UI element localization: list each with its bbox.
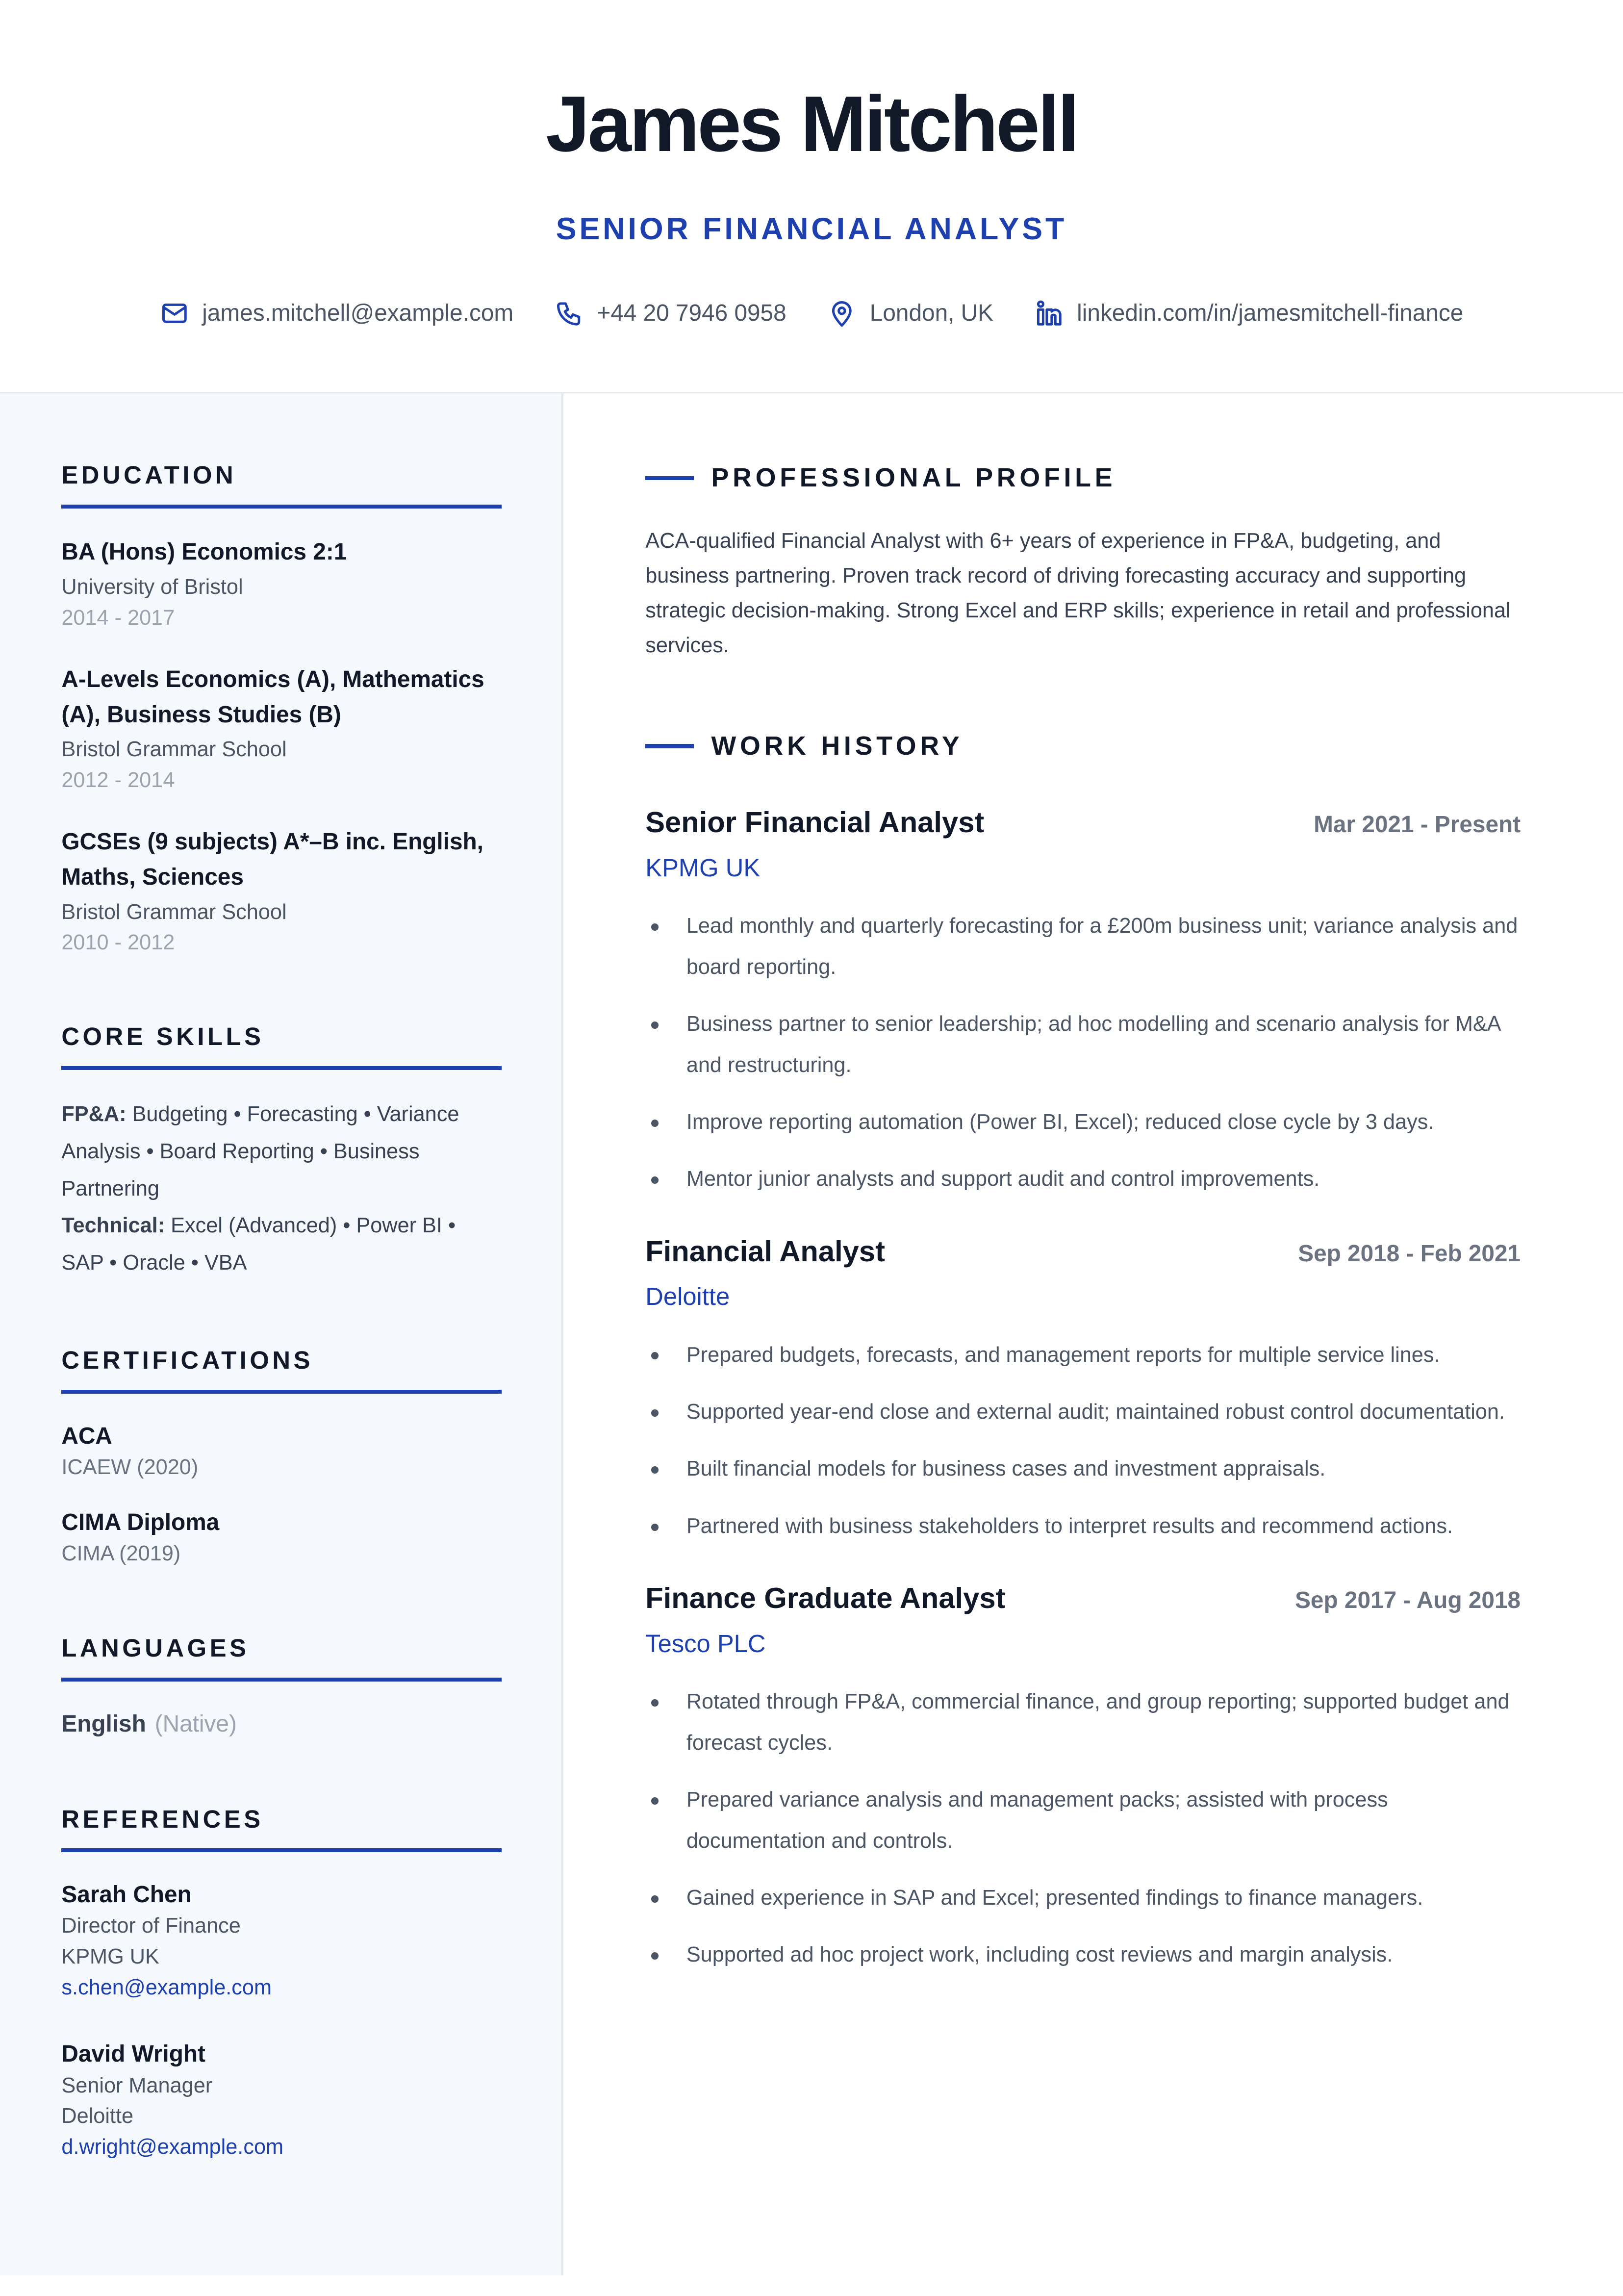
education-years: 2010 - 2012 [61, 931, 175, 955]
contact-phone-text: +44 20 7946 0958 [597, 300, 786, 326]
linkedin-icon [1035, 299, 1064, 328]
job-bullet: Business partner to senior leadership; ad hoc modelling and scenario analysis for M&A and restructuring. [645, 1004, 1521, 1086]
education-section [61, 460, 501, 958]
education-degree: A-Levels Economics (A), Mathematics (A), Business Studies (B) [61, 666, 484, 728]
contact-location-text: London, UK [869, 300, 993, 326]
languages-section [61, 1633, 501, 1740]
skills-list [61, 1096, 501, 1281]
map-pin-icon [827, 299, 857, 328]
education-degree: BA (Hons) Economics 2:1 [61, 539, 347, 565]
section-title: LANGUAGES [61, 1633, 501, 1682]
education-school: Bristol Grammar School [61, 900, 287, 924]
skill-group [61, 1207, 501, 1281]
work-history-section [645, 730, 1521, 1976]
skill-group-label: Technical: [61, 1214, 165, 1238]
certification-item [61, 1506, 501, 1569]
section-title: EDUCATION [61, 460, 501, 509]
job-header [645, 1579, 1521, 1617]
job-bullet: Gained experience in SAP and Excel; presented findings to finance managers. [645, 1878, 1521, 1919]
job-bullet: Partnered with business stakeholders to interpret results and recommend actions. [645, 1506, 1521, 1547]
job-header [645, 1232, 1521, 1271]
reference-position: Director of Finance [61, 1914, 241, 1938]
job-company: KPMG UK [645, 853, 761, 882]
contact-location [827, 299, 993, 328]
contact-linkedin[interactable] [1035, 299, 1464, 328]
job-company: Deloitte [645, 1282, 730, 1311]
references-section [61, 1805, 501, 2163]
skill-group-label: FP&A: [61, 1102, 127, 1126]
reference-item [61, 1879, 501, 2003]
job-bullet: Prepared variance analysis and management packs; assisted with process documentation and controls. [645, 1780, 1521, 1862]
job-bullets [645, 1682, 1521, 1976]
profile-summary: ACA-qualified Financial Analyst with 6+ years of experience in FP&A, budgeting, and business partnering. Proven track record of driving forecasting accuracy and supporting strategic decision-making. Strong Excel and ERP skills; experience in retail and professional services. [645, 529, 1511, 657]
job-title: Financial Analyst [645, 1234, 885, 1268]
job-entry [645, 1579, 1521, 1976]
education-school: University of Bristol [61, 575, 243, 599]
job-bullet: Built financial models for business cases and investment appraisals. [645, 1449, 1521, 1490]
job-header [645, 803, 1521, 842]
job-entry [645, 1232, 1521, 1547]
profile-section [645, 462, 1521, 663]
accent-bar [645, 744, 693, 748]
education-item [61, 662, 501, 795]
certification-item [61, 1420, 501, 1483]
phone-icon [555, 299, 584, 328]
contact-bar [0, 299, 1623, 328]
job-bullet: Prepared budgets, forecasts, and management reports for multiple service lines. [645, 1335, 1521, 1376]
section-title-text: PROFESSIONAL PROFILE [711, 463, 1116, 493]
job-bullet: Lead monthly and quarterly forecasting for a £200m business unit; variance analysis and board reporting. [645, 906, 1521, 988]
job-bullet: Improve reporting automation (Power BI, Excel); reduced close cycle by 3 days. [645, 1102, 1521, 1143]
reference-item [61, 2038, 501, 2163]
education-school: Bristol Grammar School [61, 738, 287, 762]
skill-group [61, 1096, 501, 1207]
sidebar [0, 393, 563, 2275]
certification-name: ACA [61, 1423, 112, 1449]
job-bullets [645, 906, 1521, 1200]
candidate-role: SENIOR FINANCIAL ANALYST [556, 211, 1067, 246]
language-item [61, 1708, 501, 1740]
reference-company: Deloitte [61, 2104, 134, 2128]
contact-email[interactable] [160, 299, 513, 328]
accent-bar [645, 476, 693, 481]
job-bullet: Supported ad hoc project work, including cost reviews and margin analysis. [645, 1935, 1521, 1976]
skill-group-items: Budgeting • Forecasting • Variance Analysis • Board Reporting • Business Partnering [61, 1102, 459, 1200]
job-dates: Sep 2017 - Aug 2018 [1295, 1587, 1521, 1614]
language-level: (Native) [154, 1710, 237, 1737]
section-title [645, 462, 1521, 494]
certification-org: ICAEW (2020) [61, 1455, 199, 1480]
job-bullet: Rotated through FP&A, commercial finance, and group reporting; supported budget and forecast cycles. [645, 1682, 1521, 1763]
job-company: Tesco PLC [645, 1629, 766, 1658]
education-years: 2014 - 2017 [61, 606, 175, 630]
contact-email-text: james.mitchell@example.com [202, 300, 514, 326]
section-title: REFERENCES [61, 1805, 501, 1853]
job-bullet: Supported year-end close and external audit; maintained robust control documentation. [645, 1392, 1521, 1433]
section-title: CORE SKILLS [61, 1022, 501, 1070]
education-item [61, 824, 501, 958]
language-name: English [61, 1710, 146, 1737]
reference-email-link[interactable]: d.wright@example.com [61, 2135, 284, 2159]
education-degree: GCSEs (9 subjects) A*–B inc. English, Maths, Sciences [61, 829, 483, 890]
certifications-section [61, 1346, 501, 1569]
education-item [61, 535, 501, 633]
skill-group-items: Excel (Advanced) • Power BI • SAP • Oracle • VBA [61, 1214, 456, 1275]
job-bullets [645, 1335, 1521, 1547]
job-dates: Sep 2018 - Feb 2021 [1298, 1240, 1521, 1267]
job-dates: Mar 2021 - Present [1314, 812, 1521, 838]
reference-company: KPMG UK [61, 1945, 159, 1969]
resume-body [0, 393, 1623, 2275]
mail-icon [160, 299, 189, 328]
resume-header [0, 0, 1623, 393]
job-entry [645, 803, 1521, 1200]
reference-name: David Wright [61, 2041, 205, 2067]
reference-name: Sarah Chen [61, 1881, 192, 1908]
reference-position: Senior Manager [61, 2073, 213, 2097]
education-years: 2012 - 2014 [61, 768, 175, 792]
section-title-text: WORK HISTORY [711, 731, 964, 761]
candidate-name: James Mitchell [546, 80, 1077, 169]
reference-email-link[interactable]: s.chen@example.com [61, 1975, 272, 1999]
section-title [645, 730, 1521, 763]
section-title: CERTIFICATIONS [61, 1346, 501, 1394]
job-title: Finance Graduate Analyst [645, 1582, 1006, 1615]
job-title: Senior Financial Analyst [645, 806, 985, 839]
job-bullet: Mentor junior analysts and support audit and control improvements. [645, 1159, 1521, 1200]
contact-phone[interactable] [555, 299, 786, 328]
skills-section [61, 1022, 501, 1281]
certification-org: CIMA (2019) [61, 1542, 181, 1566]
certification-name: CIMA Diploma [61, 1509, 220, 1535]
main-content [563, 393, 1623, 2275]
contact-linkedin-text: linkedin.com/in/jamesmitchell-finance [1077, 300, 1464, 326]
